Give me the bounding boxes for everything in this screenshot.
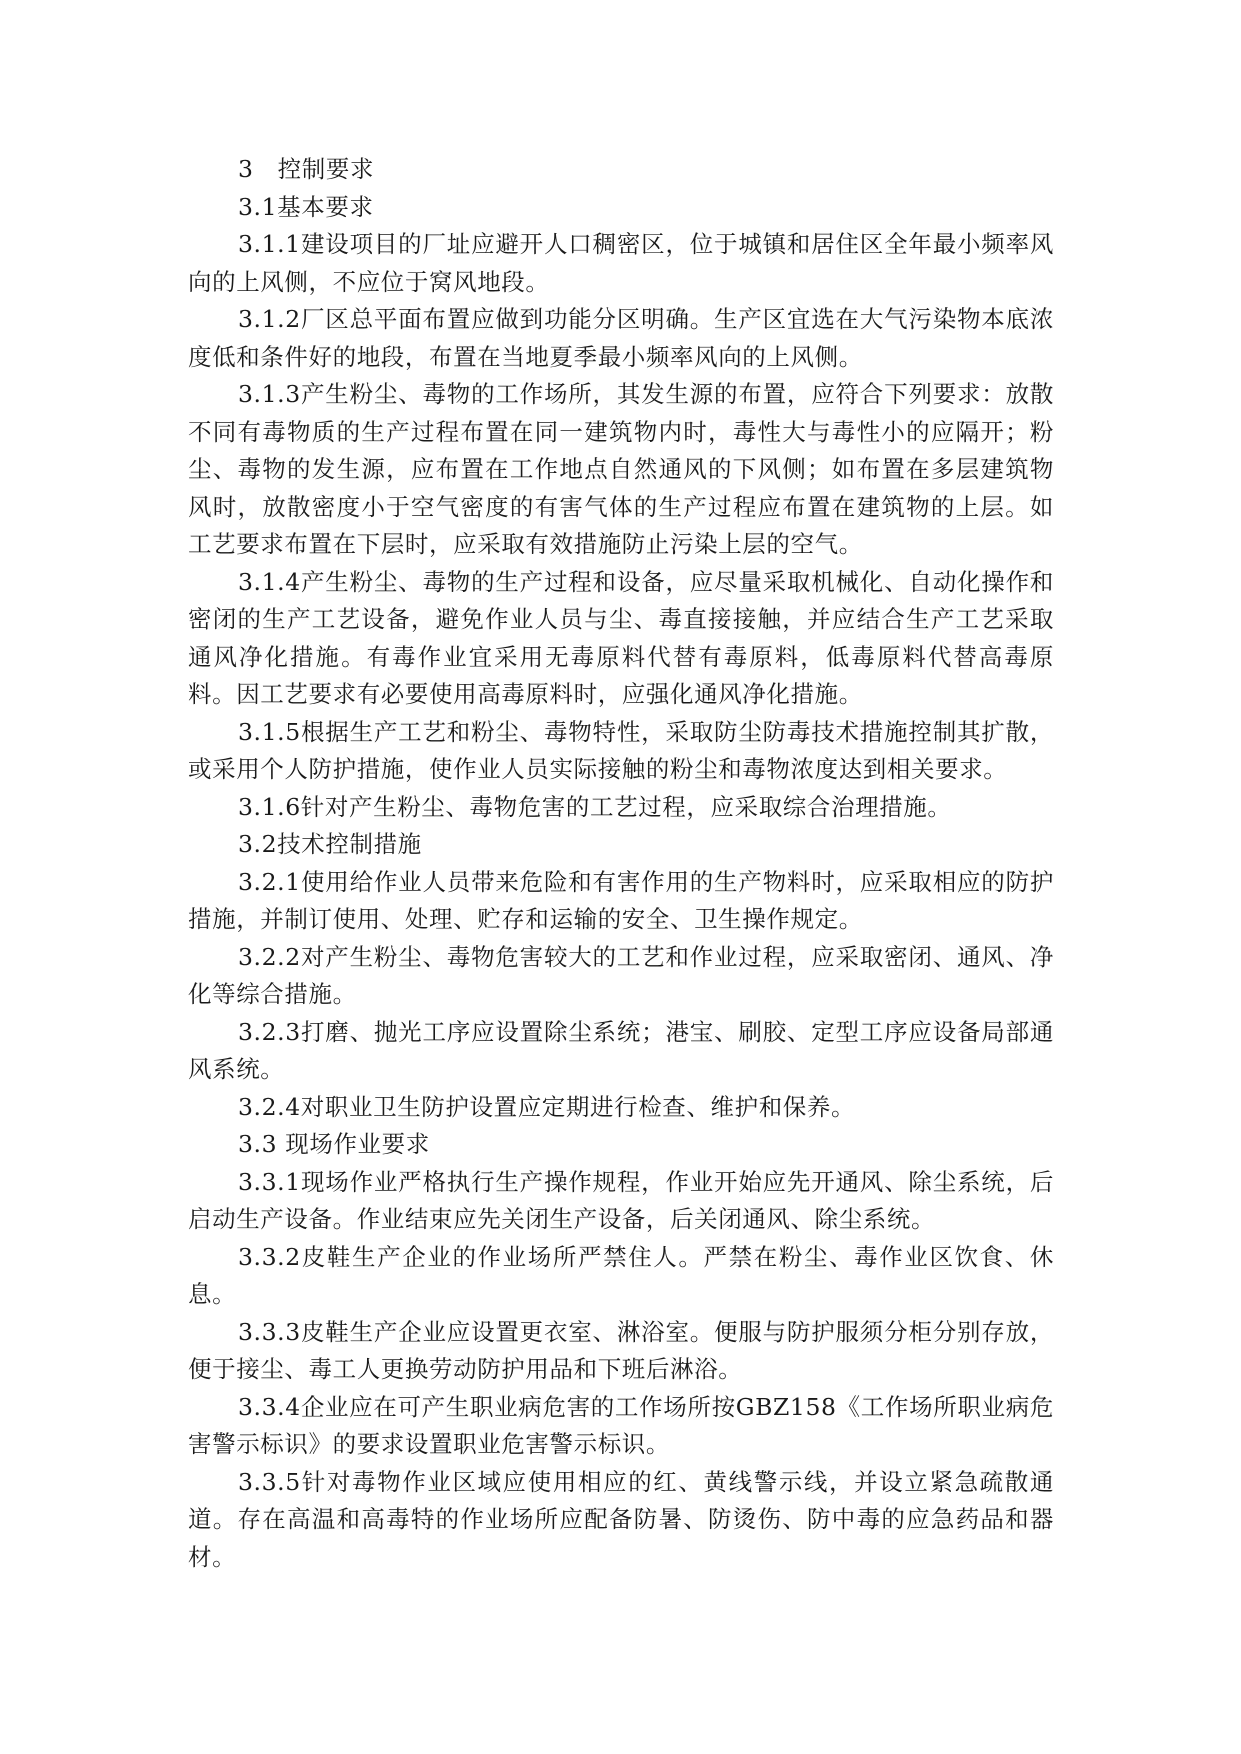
clause-paragraph: 3.3.1现场作业严格执行生产操作规程，作业开始应先开通风、除尘系统，后启动生产设备。作业结束应先关闭生产设备，后关闭通风、除尘系统。 xyxy=(188,1167,1054,1233)
clause-paragraph: 3.3.3皮鞋生产企业应设置更衣室、淋浴室。便服与防护服须分柜分别存放，便于接尘、毒工人更换劳动防护用品和下班后淋浴。 xyxy=(188,1317,1054,1383)
clause-paragraph: 3.1.6针对产生粉尘、毒物危害的工艺过程，应采取综合治理措施。 xyxy=(238,792,952,821)
clause-paragraph: 3.2.4对职业卫生防护设置应定期进行检查、维护和保养。 xyxy=(238,1092,856,1121)
section-heading: 3 控制要求 xyxy=(238,155,375,183)
document-body xyxy=(188,151,1054,1576)
clause-paragraph: 3.2.3打磨、抛光工序应设置除尘系统；港宝、刷胶、定型工序应设备局部通风系统。 xyxy=(188,1017,1054,1083)
clause-paragraph: 3.3.5针对毒物作业区域应使用相应的红、黄线警示线，并设立紧急疏散通道。存在高温和高毒特的作业场所应配备防暑、防烫伤、防中毒的应急药品和器材。 xyxy=(188,1467,1054,1571)
clause-paragraph: 3.2.1使用给作业人员带来危险和有害作用的生产物料时，应采取相应的防护措施，并制订使用、处理、贮存和运输的安全、卫生操作规定。 xyxy=(188,867,1054,933)
subsection-heading: 3.1基本要求 xyxy=(238,192,374,221)
clause-paragraph: 3.3.2皮鞋生产企业的作业场所严禁住人。严禁在粉尘、毒作业区饮食、休息。 xyxy=(188,1242,1054,1308)
clause-paragraph: 3.1.2厂区总平面布置应做到功能分区明确。生产区宜选在大气污染物本底浓度低和条件好的地段，布置在当地夏季最小频率风向的上风侧。 xyxy=(188,305,1054,371)
clause-paragraph: 3.3.4企业应在可产生职业病危害的工作场所按GBZ158《工作场所职业病危害警示标识》的要求设置职业危害警示标识。 xyxy=(188,1392,1054,1458)
subsection-heading: 3.3 现场作业要求 xyxy=(238,1130,430,1158)
clause-paragraph: 3.1.1建设项目的厂址应避开人口稠密区，位于城镇和居住区全年最小频率风向的上风侧，不应位于窝风地段。 xyxy=(188,230,1054,296)
clause-paragraph: 3.1.4产生粉尘、毒物的生产过程和设备，应尽量采取机械化、自动化操作和密闭的生产工艺设备，避免作业人员与尘、毒直接接触，并应结合生产工艺采取通风净化措施。有毒作业宜采用无毒原料代替有毒原料，低毒原料代替高毒原料。因工艺要求有必要使用高毒原料时，应强化通风净化措施。 xyxy=(188,567,1054,708)
subsection-heading: 3.2技术控制措施 xyxy=(238,830,422,858)
clause-paragraph: 3.1.5根据生产工艺和粉尘、毒物特性，采取防尘防毒技术措施控制其扩散，或采用个人防护措施，使作业人员实际接触的粉尘和毒物浓度达到相关要求。 xyxy=(188,717,1054,783)
clause-paragraph: 3.2.2对产生粉尘、毒物危害较大的工艺和作业过程，应采取密闭、通风、净化等综合措施。 xyxy=(188,942,1054,1008)
clause-paragraph: 3.1.3产生粉尘、毒物的工作场所，其发生源的布置，应符合下列要求：放散不同有毒物质的生产过程布置在同一建筑物内时，毒性大与毒性小的应隔开；粉尘、毒物的发生源，应布置在工作地点自然通风的下风侧；如布置在多层建筑物风时，放散密度小于空气密度的有害气体的生产过程应布置在建筑物的上层。如工艺要求布置在下层时，应采取有效措施防止污染上层的空气。 xyxy=(188,380,1054,558)
